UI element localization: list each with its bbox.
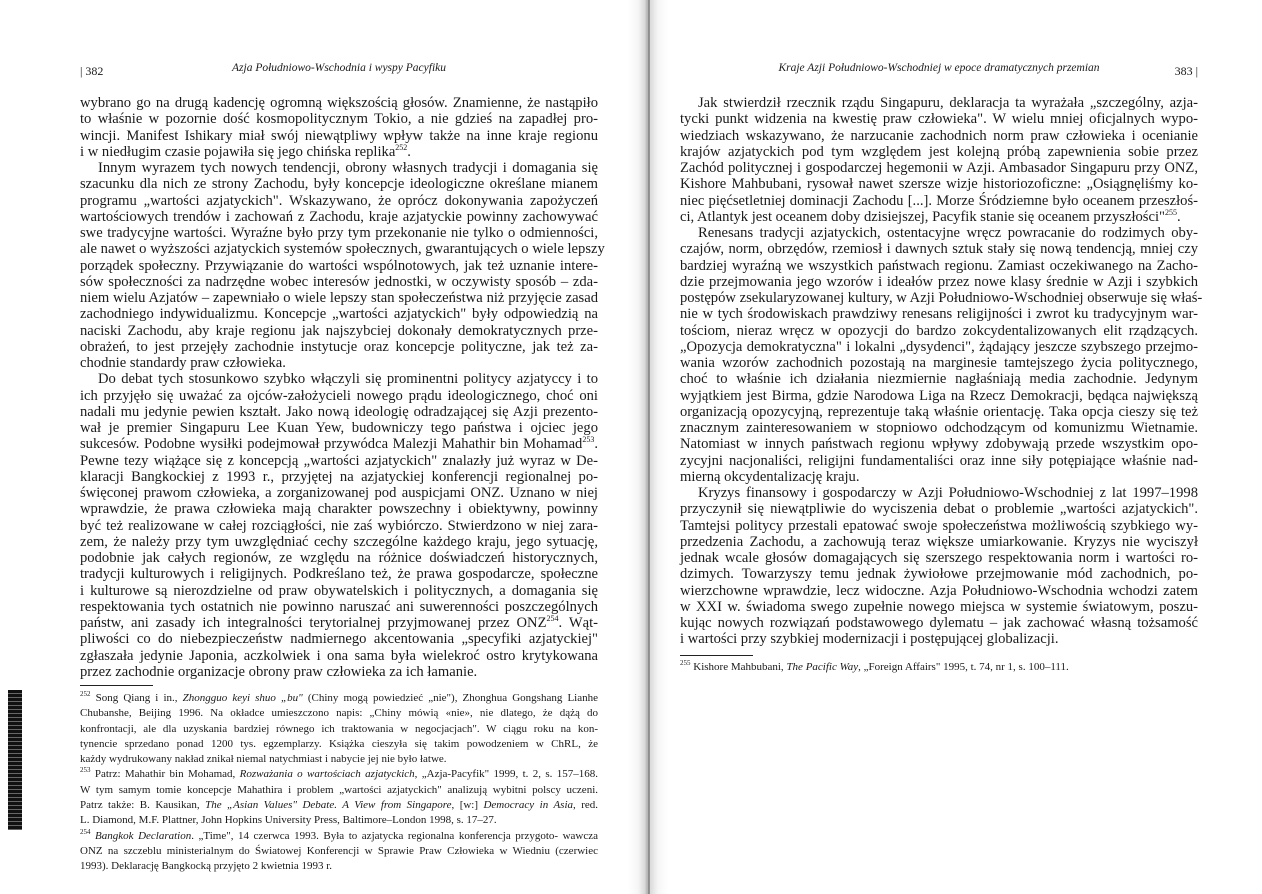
italic-title: Rozważania o wartościach azjatyckich [239,768,415,781]
text-line: Renesans tradycji azjatyckich, ostentacyjne wręcz powracanie do rodzimych oby- [698,225,1198,241]
footnote-ref: 255 [1164,207,1177,217]
text-line: organizacją opozycyjną, reprezentuje taką właśnie orientację. Taka opcja cieszy się też [680,403,1198,420]
footnote-ref: 252 [80,690,91,698]
text-line: naciski Zachodu, aby kraje regionu jak najszybciej dokonały demokratycznych prze- [80,322,598,339]
text-line: choć to właśnie ich działania niezmiernie nagłaśniają media zachodnie. Jedynym [680,371,1198,388]
text-line: Zachód politycznej i gospodarczej hegemonii w Azji. Ambasador Singapuru przy ONZ, [680,160,1198,176]
italic-title: Bangkok Declaration [95,829,192,842]
text-line: znacznym zainteresowaniem w stopniowo odchodzącym od komunizmu Wietnamie. [680,420,1198,436]
text-line: sów społeczności za nadrzędne wobec interesów jednostki, w oczywisty sposób – zda- [80,273,598,290]
footnote-line: ONZ na szczeblu ministerialnym do Światowej Konferencji w Sprawie Praw Człowieka w Wiedniu (czerwiec [80,844,598,857]
text-line: „Opozycja demokratyczna" i lokalni „dysydenci", żądający jeszcze szybszego przejmo- [680,338,1198,355]
text-line: respektowania tych ostatnich nie powinno naruszać ani suwerenności poszczególnych [80,598,598,615]
text-line: być też realizowane w całej rozciągłości, nie zaś wybiórczo. Stwierdzono w niej zara- [80,517,598,534]
text-line: programu „wartości azjatyckich". Wskazywano, że oprócz dokonywania zapożyczeń [80,192,598,209]
text-line: chodnie standardy praw człowieka. [80,355,286,371]
text-line: to właśnie w pozornie dość kosmopolitycznym Tokio, a nie gdzieś na zapadłej pro- [80,111,598,128]
footnote-ref: 252 [395,142,408,152]
footnote-line: $^{253}$ Patrz: Mahathir bin Mohamad, Rozważania o wartościach azjatyckich, „Azja-Pacyfik" 1999, t. 2, s. 157–168. [80,766,598,781]
footnotes [80,691,598,875]
footnote-line: $^{254}$ Bangkok Declaration. „Time", 14 czerwca 1993. Była to azjatycka regionalna konferencja przygoto- wawcza [80,827,598,842]
text-line: bardziej wyraźną we wszystkich państwach regionu. Zamiast oczekiwanego na Zacho- [680,257,1198,274]
text-line: i kulturowe są nierozdzielne od praw obywatelskich i politycznych, a domagania się [80,582,598,599]
text-line: w XXI w. świadoma swego zupełnie nowego miejsca w systemie światowym, poszu- [680,598,1198,615]
footnote-line: L. Diamond, M.F. Plattner, John Hopkins University Press, Baltimore–London 1998, s. 17–27. [80,814,497,827]
book-gutter-line [648,0,650,894]
text-line: ich przyjęło się uważać za ojców-założycieli nowego prądu ideologicznego, choć oni [80,387,598,404]
text-line: kując nowych rozwiązań podstawowego dylematu – jak zachować własną tożsamość [680,615,1198,631]
text-line: Pewne tezy wiążące się z koncepcją „wartości azjatyckich" znalazły już wyraz w De- [80,452,598,469]
italic-title: The „Asian Values" Debate. A View from Singapore [205,799,452,812]
footnote-ref: 254 [80,827,91,836]
text-line: Jak stwierdził rzecznik rządu Singapuru, deklaracja ta wyrażała „szczególny, azja- [698,95,1198,111]
footnote-line: każdy wydrukowany nakład znikał niemal natychmiast i nabycie jej nie było łatwe. [80,753,447,766]
text-line: wał je premier Singapuru Lee Kuan Yew, budowniczy tego państwa i ojciec jego [80,420,598,436]
footnote-line: W tym samym tomie koncepcje Mahathira i problem „wartości azjatyckich" analizują wybitni polscy uczeni. [80,783,598,796]
text-line: szacunku dla nich ze strony Zachodu, były koncepcje ideologiczne określane mianem [80,176,598,193]
text-line: wyjątkiem jest Birma, gdzie Narodowa Liga na Rzecz Demokracji, będąca największą [680,387,1198,404]
text-line: przez zachodnie organizacje obrony praw człowieka za ich łamanie. [80,663,478,680]
italic-title: Zhongguo keyi shuo „bu" [182,692,303,704]
footnote-ref: 255 [680,659,691,667]
text-line: krajów azjatyckich pod tym względem jest kolejną próbą zapewnienia sobie przez [680,143,1198,160]
text-line: zachodniego indywidualizmu. Koncepcje „wartości azjatyckich" były odpowiedzią na [80,306,598,323]
text-line: mierną okcydentalizację kraju. [680,468,860,485]
footnote-line: 1993). Deklarację Bangkocką przyjęto 2 kwietnia 1993 r. [80,860,333,873]
text-line: święconej prawom człowieka, a zorganizowanej pod auspicjami ONZ. Uznano w niej [80,485,598,501]
italic-title: Democracy in Asia [483,799,574,812]
page-number: 383 | [1174,64,1198,78]
text-line: państw, ani zasady ich integralności terytorialnej przyjmowanej przez ONZ$^{254}$. Wąt- [80,614,598,631]
text-line: Tamtejsi politycy przestali epatować swoje społeczeństwa możliwością szybkiego wy- [680,517,1198,534]
running-header [680,62,1198,80]
text-line: podobnie jak całych regionów, ze względu na różnice doświadczeń historycznych, [80,550,598,566]
text-line: wprawdzie, że prawa człowieka mają charakter powszechny i obiektywny, powinny [80,501,598,518]
text-line: czajów, norm, obrzędów, rzemiosł i dawnych sztuk stały się nową tendencją, mniej czy [680,241,1198,258]
footnotes [680,660,1198,675]
footnote-line: $^{255}$ Kishore Mahbubani, The Pacific Way, „Foreign Affairs" 1995, t. 74, nr 1, s. 100–111. [680,659,1069,673]
text-line: Natomiast w innych państwach regionu wpływy zdobywają przede wszystkim opo- [680,436,1198,453]
footnote-line: Patrz także: B. Kausikan, The „Asian Values" Debate. A View from Singapore, [w:] Democracy in Asia, red. [80,799,599,812]
text-line: przedzenia Zachodu, a zachowują teraz większe umiarkowanie. Kryzys nie wyciszył [680,533,1198,550]
text-line: nie w tych środowiskach prawdziwy renesans religijności i zwrot ku tradycyjnym war- [680,306,1198,323]
text-line: Innym wyrazem tych nowych tendencji, obrony własnych tradycji i domagania się [98,160,598,176]
text-line: zycyjni nacjonaliści, religijni fundamentaliści oraz inne siły potępiające właśnie nad- [680,452,1198,469]
text-line: niem wielu Azjatów – zapewniało o wiele lepszy stan społeczeństwa niż przyjęcie zasad [80,290,598,306]
text-line: sukcesów. Podobne wysiłki podejmował przywódca Malezji Mahathir bin Mohamad$^{253}$. [80,435,598,453]
body-text [680,95,1203,648]
footnote-line: $^{252}$ Song Qiang i in., Zhongguo keyi shuo „bu" (Chiny mogą powiedzieć „nie"), Zhonghua Gongshang Lianhe [80,690,598,704]
text-line: wartościowych trendów i zachowań z Zachodu, kraje azjatyckie powinny zachowywać [80,208,598,225]
text-line: ci, Atlantyk jest oceanem doby dzisiejszej, Pacyfik stanie się oceanem przyszłości"$^{255}$. [680,207,1181,225]
footnote-rule [80,685,153,686]
text-line: wania wzorów zachodnich pozostają na marginesie tamtejszego życia politycznego, [680,355,1198,371]
text-line: wybrano go na drugą kadencję ogromną większością głosów. Znamienne, że nastąpiło [80,95,598,111]
text-line: dzimych. Towarzyszy temu jednak żywiołowe przejmowanie mód zachodnich, po- [680,566,1198,583]
footnote-ref: 253 [80,766,91,775]
text-line: Do debat tych stosunkowo szybko włączyli się prominentni politycy azjatyccy i to [98,371,598,388]
text-line: wiedziach wskazywano, że narzucanie zachodnich norm praw człowieka i ocenianie [680,127,1198,144]
text-line: nadali mu jedynie pewien kształt. Jako nową ideologię odradzającej się Azji prezento- [80,403,598,420]
footnote-ref: 254 [546,614,559,623]
page-number: | 382 [80,64,104,78]
text-line: zem, że należy przy tym uwzględniać cechy szczególne każdego kraju, jego sytuację, [80,533,598,550]
text-line: jednak wcale głosów domagających się szerszego respektowania norm i wartości ro- [680,550,1198,566]
text-line: tycki punkt widzenia na kwestię praw człowieka". W wielu mniej oficjalnych wypo- [680,111,1198,128]
text-line: postępów zsekularyzowanej kultury, w Azji Południowo-Wschodniej obserwuje się właś- [680,290,1203,306]
footnote-ref: 253 [582,435,595,445]
running-header [80,62,598,80]
footnote-rule [680,655,753,656]
text-line: i wartości przy szybkiej modernizacji i postępującej globalizacji. [680,631,1059,648]
text-line: przyczynił się niewątpliwie do wyciszenia debat o problemie „wartości azjatyckich". [680,501,1198,518]
running-head-title: Kraje Azji Południowo-Wschodniej w epoce dramatycznych przemian [778,62,1100,74]
italic-title: The Pacific Way [786,661,859,673]
running-head-title: Azja Południowo-Wschodnia i wyspy Pacyfiku [232,62,446,74]
page-number-value: 383 [1174,64,1193,78]
text-line: klaracji Bangkockiej z 1993 r., przyjętej na azjatyckiej konferencji regionalnej po- [80,468,598,485]
page-number-value: 382 [85,64,104,78]
footnote-line: konfrontacji, ale dla uzyskania bardziej równego ich traktowania w negocjacjach". W ciągu roku na kon- [80,722,598,735]
text-line: swe tradycyjne wartości. Wyraźne było przy tym przekonanie nie tylko o odmienności, [80,225,598,241]
body-text [80,95,605,680]
text-line: i w niedługim czasie pojawiła się jego chińska replika$^{252}$. [80,142,411,160]
scan-artifact-bar [8,690,22,830]
text-line: pliwości co do niebezpieczeństw nadmiernego akcentowania „specyfiki azjatyckiej" [80,631,598,648]
text-line: tościom, nieraz wręcz w opozycji do bardzo zokcydentalizowanych elit rządzących. [680,322,1198,339]
footnote-line: tynencie sprzedano ponad 1200 tys. egzemplarzy. Książka cieszyła się takim powodzeniem w ChRL, że [80,737,598,750]
text-line: wincji. Manifest Ishikary miał swój niewątpliwy wpływ także na inne kraje regionu [80,127,598,144]
footnote-line: Chubanshe, Beijing 1996. Na okładce umieszczono napis: „Chiny mówią «nie», nie dlatego, że dążą do [80,707,598,720]
text-line: Kryzys finansowy i gospodarczy w Azji Południowo-Wschodniej z lat 1997–1998 [698,485,1198,501]
text-line: ale nawet o wyższości azjatyckich systemów społecznych, gwarantujących o wiele lepszy [80,241,605,258]
text-line: obrażeń, to jest przejęły zachodnie instytucje oraz koncepcje polityczne, jak też za- [80,338,598,355]
text-line: zgłaszała jedynie Japonia, aczkolwiek i ona sama była wielekroć ostro krytykowana [80,647,598,664]
text-line: dzie przejmowania jego wzorów i ideałów przez nowe klasy średnie w Azji i szybkich [680,273,1198,290]
text-line: wierzchowne wprawdzie, lecz widoczne. Azja Południowo-Wschodnia wchodzi zatem [680,582,1198,599]
text-line: Kishore Mahbubani, rysował nawet szersze wizje historiozoficzne: „Osiągnęliśmy ko- [680,176,1198,193]
text-line: tradycji kulturowych i religijnych. Podkreślano też, że prawa gospodarcze, społeczne [80,566,598,583]
text-line: porządek społeczny. Przywiązanie do wartości wspólnotowych, jak też uznanie intere- [80,257,598,274]
text-line: niec pięćsetletniej dominacji Zachodu [...]. Morze Śródziemne było oceanem przeszłoś- [680,192,1198,209]
